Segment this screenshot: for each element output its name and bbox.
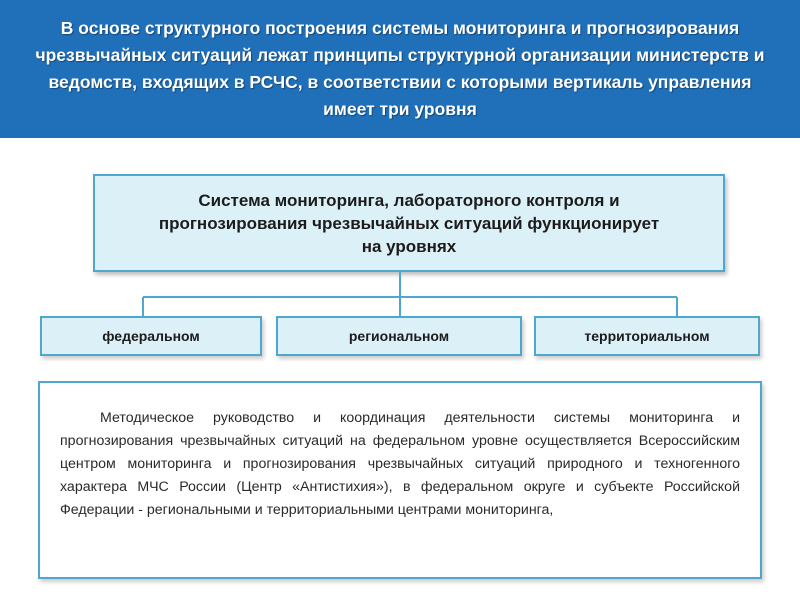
header-title: В основе структурного построения системы мониторинга и прогнозирования чрезвычайных ситуаций лежат принципы структурной организации министерств и ведомств, входящих в РСЧС, в соответствии с которыми вертикаль управления имеет три уровня <box>35 18 765 119</box>
level-federal: федеральном <box>40 316 262 356</box>
description-text: Методическое руководство и координация деятельности системы мониторинга и прогнозирования чрезвычайных ситуаций на федеральном уровне осуществляется Всероссийским центром мониторинга и прогнозирования чрезвычайных ситуаций природного и техногенного характера МЧС России (Центр «Антистихия»), в федеральном округе и субъекте Российской Федерации - региональными и территориальными центрами мониторинга, <box>60 410 740 518</box>
system-box-text: Система мониторинга, лабораторного контроля и прогнозирования чрезвычайных ситуаций функционирует на уровнях <box>158 190 660 256</box>
level-territorial: территориальном <box>534 316 760 356</box>
description-box <box>38 381 762 579</box>
level-regional: региональном <box>276 316 522 356</box>
